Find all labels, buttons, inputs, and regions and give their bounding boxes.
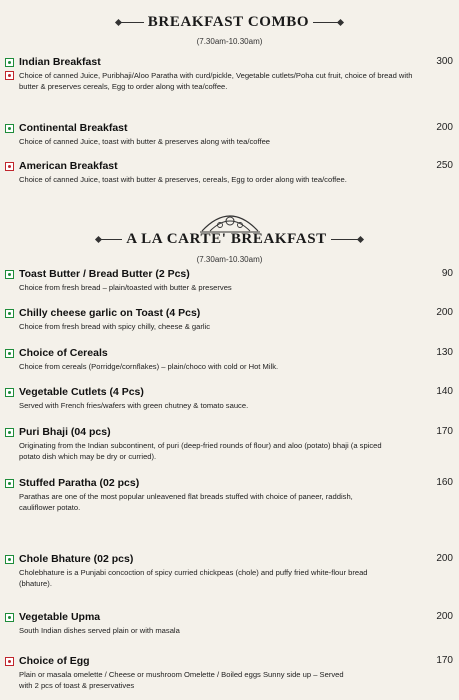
a-la-carte-heading — [0, 231, 459, 248]
item-name: Stuffed Paratha (02 pcs) — [19, 477, 140, 489]
veg-mark-icon — [5, 270, 14, 279]
veg-mark-icon — [5, 428, 14, 437]
heading-rule-right — [313, 22, 343, 23]
item-description: South Indian dishes served plain or with masala — [19, 626, 180, 635]
item-description: Cholebhature is a Punjabi concoction of spicy curried chickpeas (chole) and puffy fried white-flour bread (bhature). — [19, 568, 368, 588]
item-name: American Breakfast — [19, 160, 118, 172]
heading-rule-left — [96, 239, 122, 240]
veg-mark-icon — [5, 309, 14, 318]
item-description: Plain or masala omelette / Cheese or mushroom Omelette / Boiled eggs Sunny side up – Served with 2 pcs of toast & preservatives — [19, 670, 344, 690]
item-price: 300 — [436, 56, 453, 67]
item-name: Toast Butter / Bread Butter (2 Pcs) — [19, 268, 190, 280]
veg-mark-icon — [5, 349, 14, 358]
nonveg-mark-icon — [5, 657, 14, 666]
heading-rule-left — [116, 22, 144, 23]
nonveg-mark-icon — [5, 71, 14, 80]
item-price: 250 — [436, 160, 453, 171]
item-name: Puri Bhaji (04 pcs) — [19, 426, 111, 438]
section-title: A LA CARTE' BREAKFAST — [126, 231, 327, 247]
item-description: Choice from fresh bread – plain/toasted with butter & preserves — [19, 283, 232, 292]
item-name: Choice of Egg — [19, 655, 90, 667]
veg-mark-icon — [5, 613, 14, 622]
item-price: 170 — [436, 426, 453, 437]
veg-mark-icon — [5, 479, 14, 488]
heading-rule-right — [331, 239, 363, 240]
item-description: Choice of canned Juice, toast with butter & preserves along with tea/coffee — [19, 137, 271, 146]
item-price: 90 — [441, 268, 453, 279]
veg-mark-icon — [5, 124, 14, 133]
item-price: 140 — [436, 386, 453, 397]
item-price: 170 — [436, 655, 453, 666]
item-description: Choice from fresh bread with spicy chilly, cheese & garlic — [19, 322, 211, 331]
item-description: Served with French fries/wafers with green chutney & tomato sauce. — [19, 401, 249, 410]
veg-mark-icon — [5, 58, 14, 67]
veg-mark-icon — [5, 388, 14, 397]
item-description: Originating from the Indian subcontinent, of puri (deep-fried rounds of flour) and aloo (potato) bhaji (a spiced potato dish which may be dry or curried). — [19, 441, 382, 461]
item-price: 200 — [436, 611, 453, 622]
item-description: Parathas are one of the most popular unleavened flat breads stuffed with choice of paneer, raddish, cauliflower potato. — [19, 492, 353, 512]
section-title: BREAKFAST COMBO — [147, 14, 310, 30]
section-hours: (7.30am-10.30am) — [196, 255, 263, 264]
item-name: Chilly cheese garlic on Toast (4 Pcs) — [19, 307, 201, 319]
item-description: Choice of canned Juice, Puribhaji/Aloo Paratha with curd/pickle, Vegetable cutlets/Poha cut fruit, choice of bread with butter & preserves cereals, Egg to order along with tea/coffee. — [19, 71, 413, 91]
item-name: Vegetable Upma — [19, 611, 101, 623]
item-price: 160 — [436, 477, 453, 488]
item-name: Continental Breakfast — [19, 122, 128, 134]
item-price: 200 — [436, 307, 453, 318]
item-description: Choice from cereals (Porridge/cornflakes) – plain/choco with cold or Hot Milk. — [19, 362, 279, 371]
breakfast-combo-heading — [0, 14, 459, 31]
item-price: 130 — [436, 347, 453, 358]
item-name: Chole Bhature (02 pcs) — [19, 553, 134, 565]
item-price: 200 — [436, 122, 453, 133]
item-description: Choice of canned Juice, toast with butter & preserves, cereals, Egg to order along with tea/coffee. — [19, 175, 347, 184]
nonveg-mark-icon — [5, 162, 14, 171]
item-name: Vegetable Cutlets (4 Pcs) — [19, 386, 144, 398]
item-price: 200 — [436, 553, 453, 564]
item-name: Choice of Cereals — [19, 347, 108, 359]
item-name: Indian Breakfast — [19, 56, 101, 68]
section-hours: (7.30am-10.30am) — [196, 37, 263, 46]
veg-mark-icon — [5, 555, 14, 564]
